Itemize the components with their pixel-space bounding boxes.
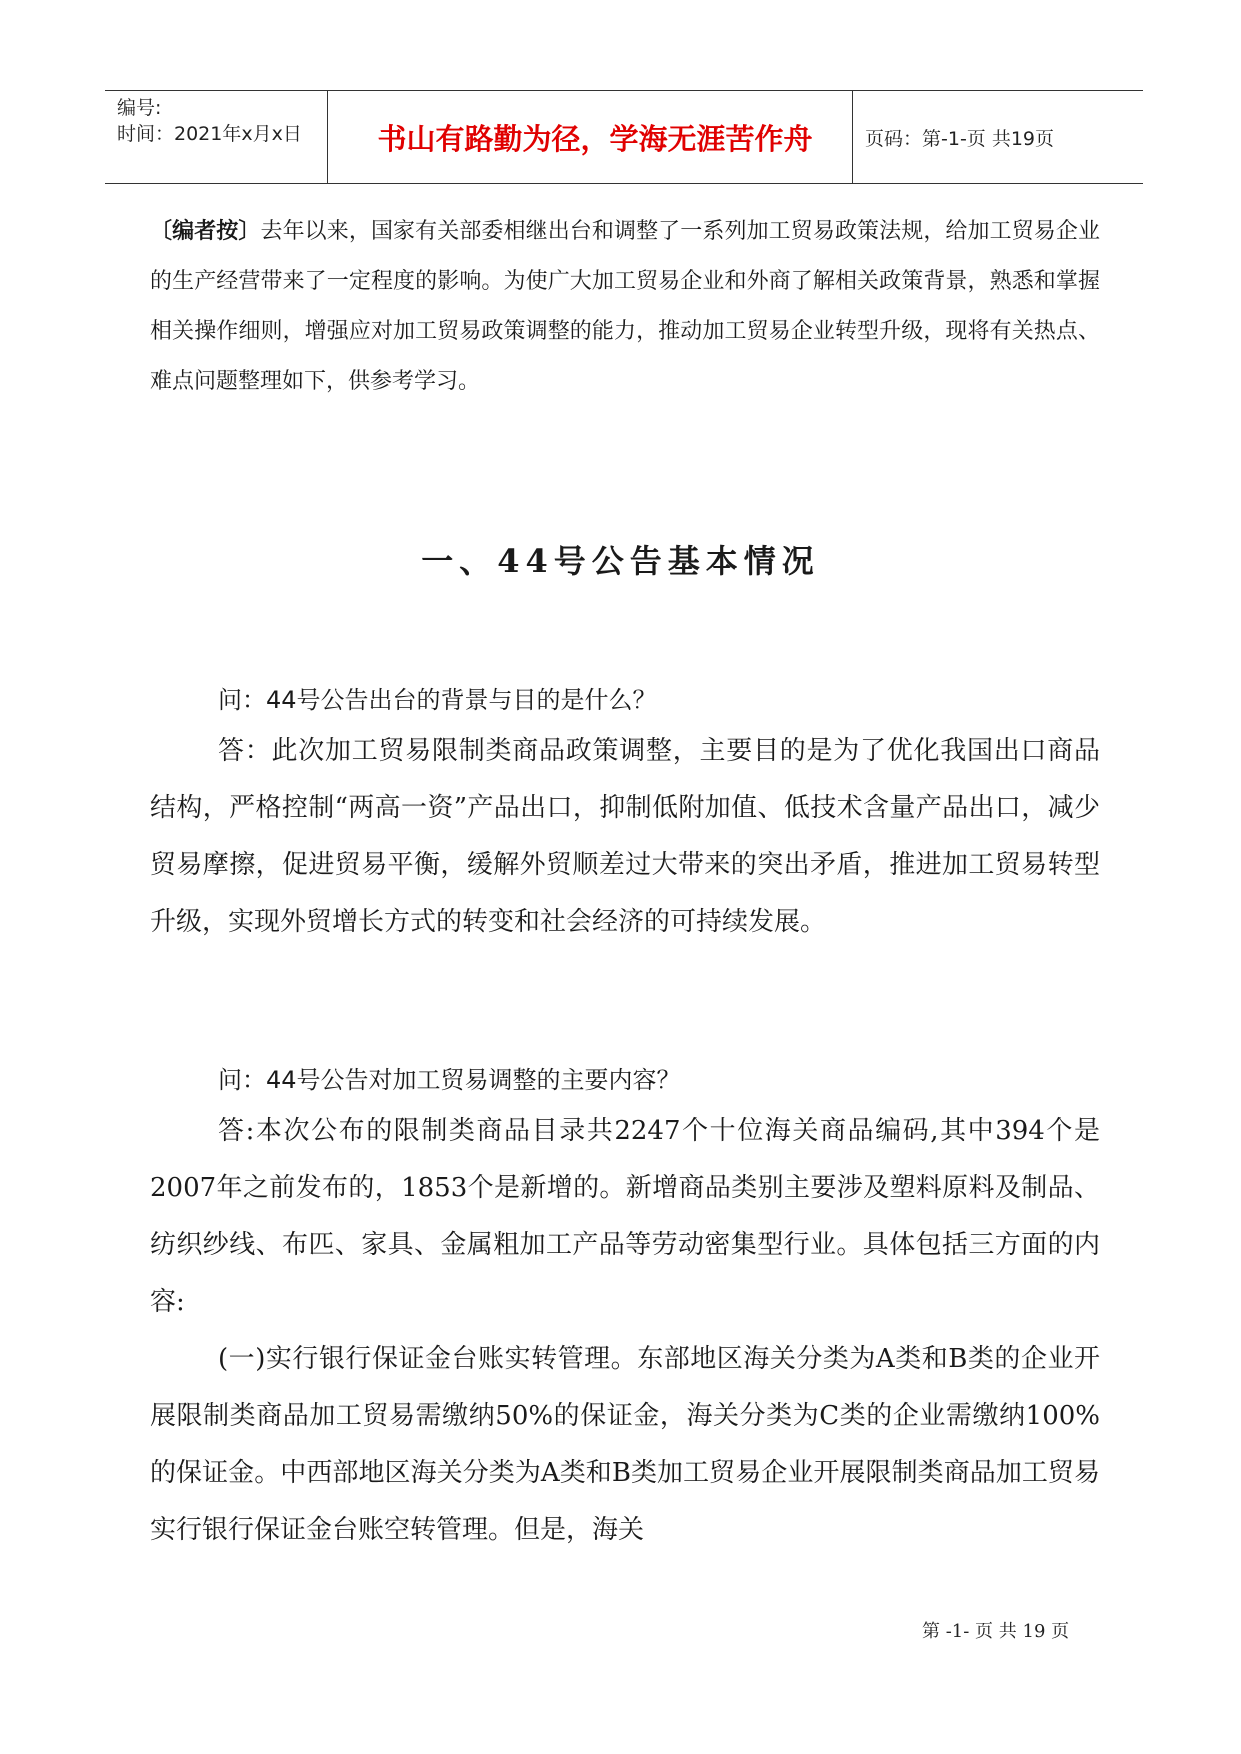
header-left: [117, 95, 302, 147]
header-motto: 书山有路勤为径，学海无涯苦作舟: [377, 121, 813, 156]
editor-note-text: 去年以来，国家有关部委相继出台和调整了一系列加工贸易政策法规，给加工贸易企业的生产经营带来了一定程度的影响。为使广大加工贸易企业和外商了解相关政策背景，熟悉和掌握相关操作细则，增强应对加工贸易政策调整的能力，推动加工贸易企业转型升级，现将有关热点、难点问题整理如下，供参考学习。: [150, 219, 1100, 394]
editor-note: [150, 206, 1100, 407]
page-header: [105, 90, 1143, 184]
editor-note-lead: 〔编者按〕: [150, 218, 261, 244]
header-page-code: 页码：第-1-页 共19页: [865, 127, 1055, 150]
header-divider-right: [852, 91, 853, 183]
answer-1: 答：此次加工贸易限制类商品政策调整，主要目的是为了优化我国出口商品结构，严格控制“两高一资”产品出口，抑制低附加值、低技术含量产品出口，减少贸易摩擦，促进贸易平衡，缓解外贸顺差过大带来的突出矛盾，推进加工贸易转型升级，实现外贸增长方式的转变和社会经济的可持续发展。: [150, 736, 1100, 937]
answer-2-item-1: (一)实行银行保证金台账实转管理。东部地区海关分类为A类和B类的企业开展限制类商品加工贸易需缴纳50%的保证金，海关分类为C类的企业需缴纳100%的保证金。中西部地区海关分类为A类和B类加工贸易企业开展限制类商品加工贸易实行银行保证金台账空转管理。但是，海关: [150, 1344, 1100, 1545]
question-1: 问：44号公告出台的背景与目的是什么？: [218, 686, 657, 714]
page-footer: 第 -1- 页 共 19 页: [922, 1621, 1070, 1642]
header-divider-left: [327, 91, 328, 183]
document-number-label: 编号:: [117, 97, 162, 119]
section-title: 一、44号公告基本情况: [421, 542, 820, 580]
document-time: 时间：2021年x月x日: [117, 123, 302, 145]
question-2: 问：44号公告对加工贸易调整的主要内容？: [218, 1066, 681, 1094]
answer-2: 答:本次公布的限制类商品目录共2247个十位海关商品编码,其中394个是2007年之前发布的，1853个是新增的。新增商品类别主要涉及塑料原料及制品、纺织纱线、布匹、家具、金属粗加工产品等劳动密集型行业。具体包括三方面的内容:: [150, 1116, 1100, 1317]
